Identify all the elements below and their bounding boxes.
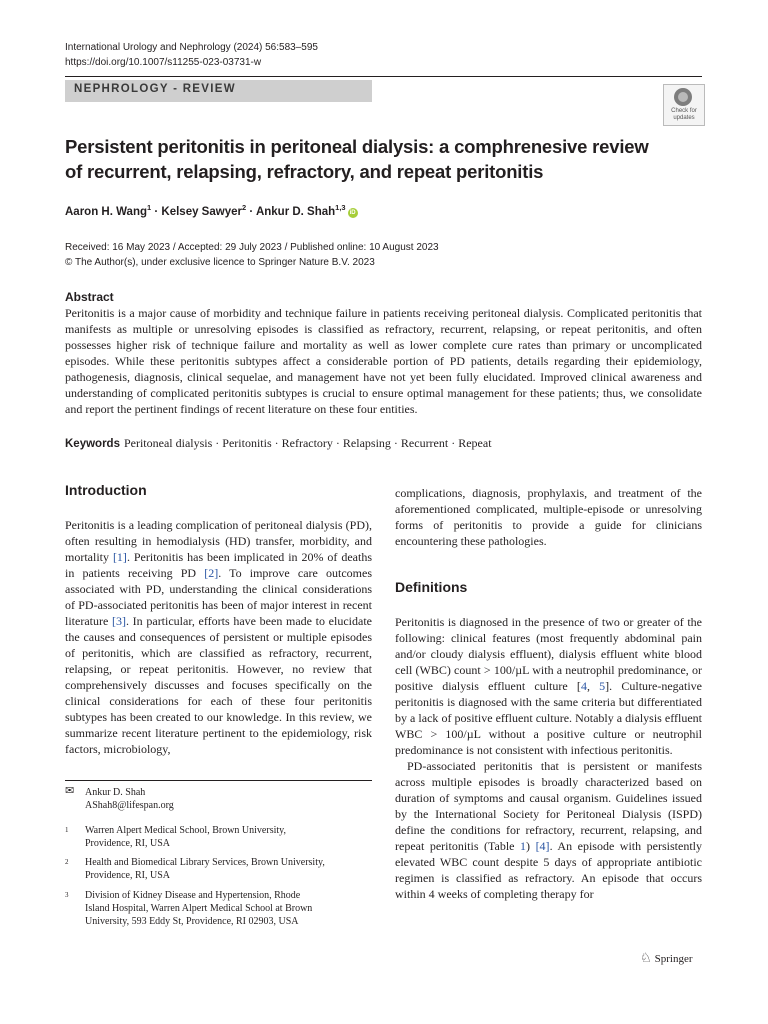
affiliation-number: 3 <box>65 891 69 899</box>
intro-paragraph <box>65 517 372 757</box>
citation-link[interactable]: [4] <box>535 839 550 853</box>
springer-horse-icon: ♘ <box>640 950 652 965</box>
citation-link[interactable]: [3] <box>112 614 126 628</box>
definitions-paragraph-2 <box>395 758 702 902</box>
text-run: ) <box>526 839 536 853</box>
envelope-icon: ✉ <box>65 785 75 797</box>
orcid-icon[interactable]: iD <box>349 209 356 216</box>
author-affiliation: 1,3 <box>335 203 346 212</box>
doi-link[interactable]: https://doi.org/10.1007/s11255-023-03731-w <box>65 57 262 68</box>
correspondence-name: Ankur D. Shah <box>85 787 146 798</box>
introduction-heading: Introduction <box>65 482 147 498</box>
table-link[interactable]: 1 <box>520 839 527 853</box>
text-run: , <box>586 679 600 693</box>
journal-citation: International Urology and Nephrology (2024) 56:583–595 <box>65 42 318 53</box>
affiliation-note <box>65 889 372 931</box>
check-updates-line2: updates <box>673 115 695 121</box>
continuation-paragraph: complications, diagnosis, prophylaxis, and treatment of the aforementioned complicated, multiple-episode or unresolving forms of peritonitis to provide a guide for clinicians encountering these pathologies. <box>395 486 702 548</box>
article-title <box>65 134 685 184</box>
author-separator: · <box>151 205 162 218</box>
author-separator: · <box>246 205 256 218</box>
affiliation-line: Island Hospital, Warren Alpert Medical School at Brown <box>85 903 313 914</box>
keywords-list: Peritoneal dialysis · Peritonitis · Refractory · Relapsing · Recurrent · Repeat <box>123 436 492 450</box>
citation-link[interactable]: [1] <box>112 550 127 564</box>
correspondence-email[interactable]: AShah8@lifespan.org <box>85 800 174 811</box>
text-run: ]. Culture-negative peritonitis is diagnosed with the same criteria but differentiated by a lack of positive effluent culture. Notably a dialysis effluent WBC > 100/µL without a positive culture or neutrophil predominance is not consistent with infectious peritonitis. <box>395 679 703 757</box>
author-affiliation: 1 <box>147 203 152 212</box>
definitions-body <box>395 614 702 902</box>
affiliation-line: Providence, RI, USA <box>85 870 170 881</box>
title-line-1: Persistent peritonitis in peritoneal dialysis: a comphrenesive review <box>65 136 649 157</box>
affiliation-line: Health and Biomedical Library Services, Brown University, <box>85 857 325 868</box>
check-updates-line1: Check for <box>671 108 697 114</box>
author-name[interactable]: Ankur D. Shah <box>255 205 336 218</box>
citation-link[interactable]: [2] <box>204 566 219 580</box>
definitions-heading: Definitions <box>395 579 468 595</box>
section-banner <box>65 80 372 102</box>
introduction-body <box>65 517 372 757</box>
text-run: PD-associated peritonitis that is persistent or manifests across multiple episodes is broadly characterized based on duration of symptoms and causal organism. Guidelines issued by the International Society for Peritoneal Dialysis (ISPD) define the conditions for refractory, recurrent, relapsing, and repeat peritonitis (Table <box>395 759 702 853</box>
check-for-updates-icon <box>674 88 692 106</box>
check-for-updates-badge[interactable] <box>663 84 705 126</box>
section-label: NEPHROLOGY - REVIEW <box>74 83 236 95</box>
affiliation-number: 1 <box>65 826 69 834</box>
right-column-continuation <box>395 485 702 549</box>
affiliation-note <box>65 856 372 884</box>
abstract-heading: Abstract <box>65 290 114 304</box>
publication-dates <box>65 240 439 270</box>
affiliation-line: Warren Alpert Medical School, Brown University, <box>85 825 287 836</box>
text-run: . To improve care outcomes associated with PD, understanding the clinical considerations of PD-associated peritonitis has been of major interest in recent literature <box>65 566 372 628</box>
publisher-name: Springer <box>654 953 693 965</box>
text-run: . Peritonitis has been implicated in 20% of deaths in patients receiving PD <box>65 550 372 580</box>
author-list <box>65 203 358 218</box>
author-affiliation: 2 <box>241 203 247 212</box>
text-run: Peritonitis is a leading complication of peritoneal dialysis (PD), often resulting in hemodialysis (HD) transfer, morbidity, and mortality <box>65 518 372 564</box>
text-run: . In particular, efforts have been made to elucidate the causes and consequences of persistent or multiple episodes of peritonitis, which are classified as refractory, recurrent, relapsing, or repeat peritonitis. However, no review that comprehensively discusses and focuses specifically on the clinical considerations for each of these four peritonitis subtypes has been created to our knowledge. In this review, we summarize recent literature pertinent to the epidemiology, risk factors, microbiology, <box>65 614 372 756</box>
publisher-mark <box>640 950 693 966</box>
citation-link[interactable]: 4 <box>580 679 587 693</box>
affiliation-note <box>65 824 372 852</box>
citation-link[interactable]: 5 <box>599 679 606 693</box>
dates-line: Received: 16 May 2023 / Accepted: 29 July 2023 / Published online: 10 August 2023 <box>65 242 439 253</box>
copyright-line: © The Author(s), under exclusive licence to Springer Nature B.V. 2023 <box>65 257 375 268</box>
author-name[interactable]: Aaron H. Wang <box>65 205 147 218</box>
abstract-text: Peritonitis is a major cause of morbidity and technique failure in patients receiving peritoneal dialysis. Complicated peritonitis that manifests as multiple or unresolving episodes is classified as refractory, recurrent, relapsing, or repeat peritonitis, and often possesses higher risk of technique failure and mortality as well as lower complete cure rates than primary or uncomplicated episodes. While these peritonitis subtypes affect a considerable portion of PD patients, details regarding their epidemiology, pathogenesis, diagnosis, clinical sequelae, and management have not yet been fully elucidated. Improved clinical awareness and understanding of complicated peritonitis subtypes is crucial to ensure optimal management for these patients; thus, we consolidate and report the pertinent findings of recent literature on these four entities. <box>65 306 702 416</box>
footnote-rule <box>65 780 372 781</box>
keywords-label: Keywords <box>65 438 120 450</box>
affiliation-number: 2 <box>65 858 69 866</box>
journal-header <box>65 40 318 70</box>
affiliation-line: Providence, RI, USA <box>85 838 170 849</box>
text-run: . An episode with persistently elevated WBC count despite 5 days of appropriate antibiotic regimen is classified as refractory. An episode that occurs within 4 weeks of completing therapy for <box>395 839 702 901</box>
affiliation-line: University, 593 Eddy St, Providence, RI 02903, USA <box>85 916 299 927</box>
correspondence-note <box>65 786 372 814</box>
affiliation-line: Division of Kidney Disease and Hypertension, Rhode <box>85 890 301 901</box>
title-line-2: of recurrent, relapsing, refractory, and repeat peritonitis <box>65 161 544 182</box>
header-rule <box>65 76 702 77</box>
author-name[interactable]: Kelsey Sawyer <box>161 205 242 218</box>
text-run: Peritonitis is diagnosed in the presence of two or greater of the following: clinical features (most frequently abdominal pain and/or cloudy dialysis effluent), dialysis effluent white blood cell (WBC) count > 100/µL with a neutrophil predominance, or positive dialysis effluent culture [ <box>395 615 702 693</box>
definitions-paragraph-1 <box>395 614 702 758</box>
keywords <box>65 436 492 451</box>
